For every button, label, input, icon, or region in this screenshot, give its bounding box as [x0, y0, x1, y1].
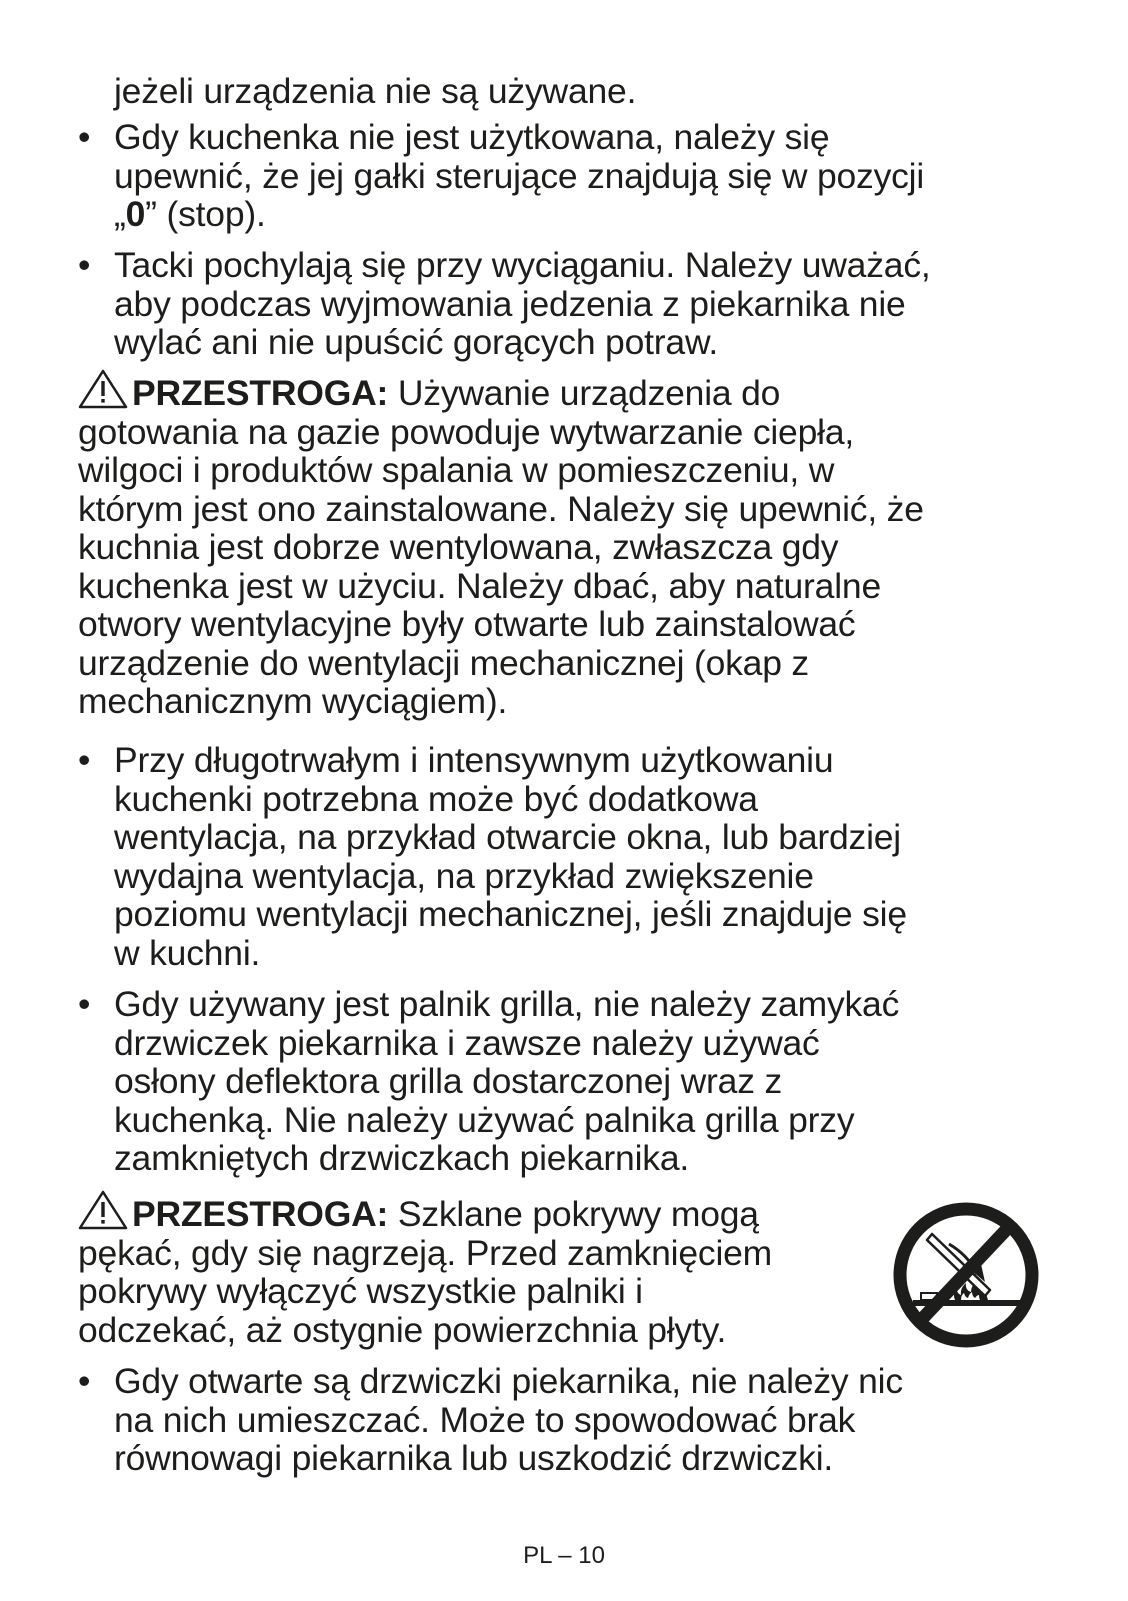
bullet-item-grill-burner	[78, 985, 1068, 1178]
warning-triangle-icon	[78, 1190, 128, 1230]
caution-line: otwory wentylacyjne były otwarte lub zainstalować	[78, 604, 856, 644]
bullet-marker: •	[78, 740, 91, 780]
quote-open: „	[114, 194, 126, 234]
bullet-line: równowagi piekarnika lub uszkodzić drzwiczki.	[114, 1438, 834, 1478]
bullet-line: upewnić, że jej gałki sterujące znajdują się w pozycji	[114, 155, 925, 196]
bullet-marker: •	[78, 245, 91, 285]
caution-line: pękać, gdy się nagrzeją. Przed zamknięciem	[78, 1232, 773, 1273]
bullet-marker: •	[78, 1361, 91, 1401]
caution-line: którym jest ono zainstalowane. Należy się upewnić, że	[78, 488, 924, 529]
caution-line: odczekać, aż ostygnie powierzchnia płyty.	[78, 1309, 727, 1350]
caution-line: pokrywy wyłączyć wszystkie palniki i	[78, 1271, 643, 1311]
bullet-line: Przy długotrwałym i intensywnym użytkowaniu	[114, 740, 834, 780]
bullet-line: aby podczas wyjmowania jedzenia z piekarnika nie	[114, 283, 906, 324]
caution-ventilation	[78, 369, 924, 721]
bullet-line: drzwiczek piekarnika i zawsze należy używać	[114, 1022, 820, 1063]
bullet-line: wydajna wentylacja, na przykład zwiększenie	[114, 855, 814, 896]
caution-line: wilgoci i produktów spalania w pomieszczeniu, w	[78, 450, 835, 490]
bullet-line: kuchenką. Nie należy używać palnika grilla przy	[114, 1099, 855, 1140]
bullet-line: Gdy kuchenka nie jest użytkowana, należy się	[114, 117, 830, 157]
bullet-item-oven-door	[78, 1362, 1068, 1478]
caution-line: kuchenka jest w użyciu. Należy dbać, aby naturalne	[78, 565, 881, 606]
bullet-item-control-knobs	[78, 118, 1068, 234]
bullet-line: Tacki pochylają się przy wyciąganiu. Należy uważać,	[114, 245, 931, 285]
caution-first-text: Używanie urządzenia do	[388, 373, 781, 413]
bullet-line: zamkniętych drzwiczkach piekarnika.	[114, 1138, 690, 1178]
caution-label: PRZESTROGA:	[132, 373, 389, 413]
caution-line: mechanicznym wyciągiem).	[78, 681, 508, 721]
bullet-line: kuchenki potrzebna może być dodatkowa	[114, 778, 758, 819]
bullet-line: na nich umieszczać. Może to spowodować brak	[114, 1399, 856, 1440]
caution-line: kuchnia jest dobrze wentylowana, zwłaszcza gdy	[78, 527, 839, 567]
caution-line: gotowania na gazie powoduje wytwarzanie ciepła,	[78, 411, 855, 452]
bullet-line: w kuchni.	[114, 932, 261, 973]
bullet-line: poziomu wentylacji mechanicznej, jeśli znajduje się	[114, 894, 907, 934]
bullet-line: wylać ani nie upuścić gorących potraw.	[114, 322, 719, 362]
bullet-marker: •	[78, 984, 91, 1024]
caution-label: PRZESTROGA:	[132, 1194, 389, 1234]
continuation-text	[114, 72, 1074, 111]
bullet-item-trays	[78, 246, 1068, 362]
caution-first-text: Szklane pokrywy mogą	[388, 1194, 759, 1234]
quote-rest: ” (stop).	[145, 194, 266, 234]
page-number: PL – 10	[523, 1542, 605, 1569]
caution-glass-lids	[78, 1190, 772, 1349]
caution-first-line	[78, 369, 924, 413]
continuation-line: jeżeli urządzenia nie są używane.	[114, 71, 637, 111]
bullet-line	[114, 195, 1068, 234]
caution-line: urządzenie do wentylacji mechanicznej (okap z	[78, 642, 809, 683]
bullet-marker: •	[78, 117, 91, 157]
no-closing-lid-on-lit-burner-icon	[891, 1200, 1041, 1350]
bullet-line: osłony deflektora grilla dostarczonej wraz z	[114, 1061, 782, 1101]
warning-triangle-icon	[78, 369, 128, 409]
caution-first-line	[78, 1190, 772, 1234]
bullet-item-extra-ventilation	[78, 741, 1068, 972]
bullet-line: Gdy używany jest palnik grilla, nie należy zamykać	[114, 984, 900, 1024]
stop-position-value: 0	[125, 194, 146, 234]
bullet-line: wentylacja, na przykład otwarcie okna, lub bardziej	[114, 817, 901, 857]
bullet-line: Gdy otwarte są drzwiczki piekarnika, nie należy nic	[114, 1361, 903, 1401]
